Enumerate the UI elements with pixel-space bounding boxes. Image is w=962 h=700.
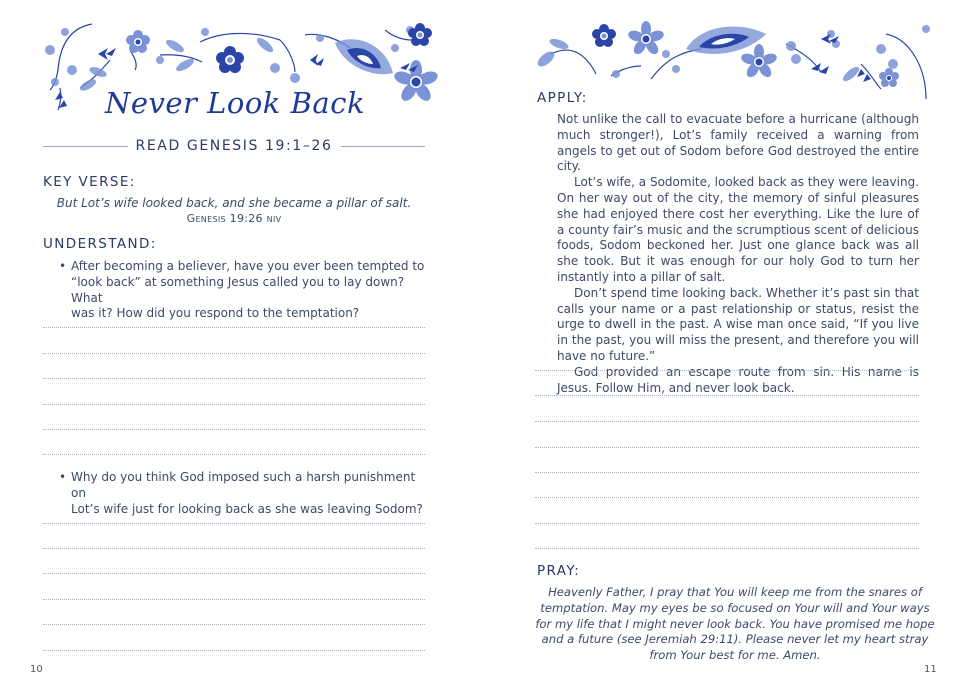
floral-vine-icon <box>531 14 941 104</box>
key-verse-citation <box>43 212 425 225</box>
question-line: was it? How did you respond to the temptation? <box>71 306 360 321</box>
question-line: Lot’s wife just for looking back as she was leaving Sodom? <box>71 501 423 516</box>
answer-line[interactable] <box>43 404 425 405</box>
apply-paragraph: God provided an escape route from sin. His name is Jesus. Follow Him, and never look back. <box>557 364 919 395</box>
answer-line[interactable] <box>43 624 425 625</box>
answer-line[interactable] <box>43 454 425 455</box>
bullet-icon: • <box>59 259 67 273</box>
answer-line[interactable] <box>43 429 425 430</box>
prayer-text: Heavenly Father, I pray that You will keep me from the snares of temptation. May my eyes be so focused on Your will and Your ways for my life that I might never look back. You have promised me hope and a future (see Jeremiah 29:11). Please never let my heart stray from Your best for me. Amen. <box>535 585 935 663</box>
question-line: After becoming a believer, have you ever been tempted to <box>71 259 425 273</box>
understand-heading: UNDERSTAND: <box>43 236 157 252</box>
apply-body <box>557 112 919 396</box>
apply-heading: APPLY: <box>537 90 588 106</box>
page-number: 10 <box>30 664 43 675</box>
page-title: Never Look Back <box>104 86 366 120</box>
answer-line[interactable] <box>535 523 919 524</box>
answer-line[interactable] <box>535 548 919 549</box>
reading-reference <box>43 136 425 156</box>
answer-line[interactable] <box>43 548 425 549</box>
answer-line[interactable] <box>43 523 425 524</box>
answer-line[interactable] <box>535 395 919 396</box>
key-verse-heading: KEY VERSE: <box>43 174 136 190</box>
apply-paragraph: Not unlike the call to evacuate before a hurricane (although much stronger!), Lot’s family received a warning from angels to get out of Sodom before God destroyed the entire city. <box>557 112 919 174</box>
citation-version: niv <box>266 212 282 225</box>
citation-book: Genesis <box>186 212 226 225</box>
answer-line[interactable] <box>43 378 425 379</box>
citation-ref: 19:26 <box>229 212 263 225</box>
answer-line[interactable] <box>535 370 919 371</box>
question-2 <box>59 470 431 517</box>
right-page <box>481 0 962 700</box>
question-line: Why do you think God imposed such a harsh punishment on <box>71 470 416 500</box>
answer-line[interactable] <box>43 327 425 328</box>
apply-paragraph: Don’t spend time looking back. Whether it’s past sin that calls your name or a past relationship or status, resist the urge to dwell in the past. A wise man once said, “If you live in the past, you will miss the present, and therefore you will have no future.” <box>557 285 919 363</box>
answer-line[interactable] <box>535 497 919 498</box>
question-1 <box>59 259 431 322</box>
key-verse-text: But Lot’s wife looked back, and she became a pillar of salt. <box>56 196 412 210</box>
answer-line[interactable] <box>43 650 425 651</box>
answer-line[interactable] <box>535 421 919 422</box>
page-number: 11 <box>924 664 937 675</box>
divider <box>43 146 128 147</box>
answer-line[interactable] <box>535 447 919 448</box>
answer-line[interactable] <box>43 599 425 600</box>
answer-line[interactable] <box>43 353 425 354</box>
divider <box>341 146 426 147</box>
pray-heading: PRAY: <box>537 563 581 579</box>
answer-line[interactable] <box>535 472 919 473</box>
answer-line[interactable] <box>43 573 425 574</box>
apply-paragraph: Lot’s wife, a Sodomite, looked back as they were leaving. On her way out of the city, the memory of sinful pleasures she had enjoyed there cost her everything. Like the lure of a county fair’s music and the scrumptious scent of delicious foods, Sodom beckoned her. Just one glance back was all she took. But it was enough for our holy God to turn her instantly into a pillar of salt. <box>557 175 919 284</box>
bullet-icon: • <box>59 470 67 484</box>
question-line: “look back” at something Jesus called you to lay down? What <box>71 274 405 305</box>
reading-label: READ GENESIS 19:1–26 <box>135 138 333 154</box>
